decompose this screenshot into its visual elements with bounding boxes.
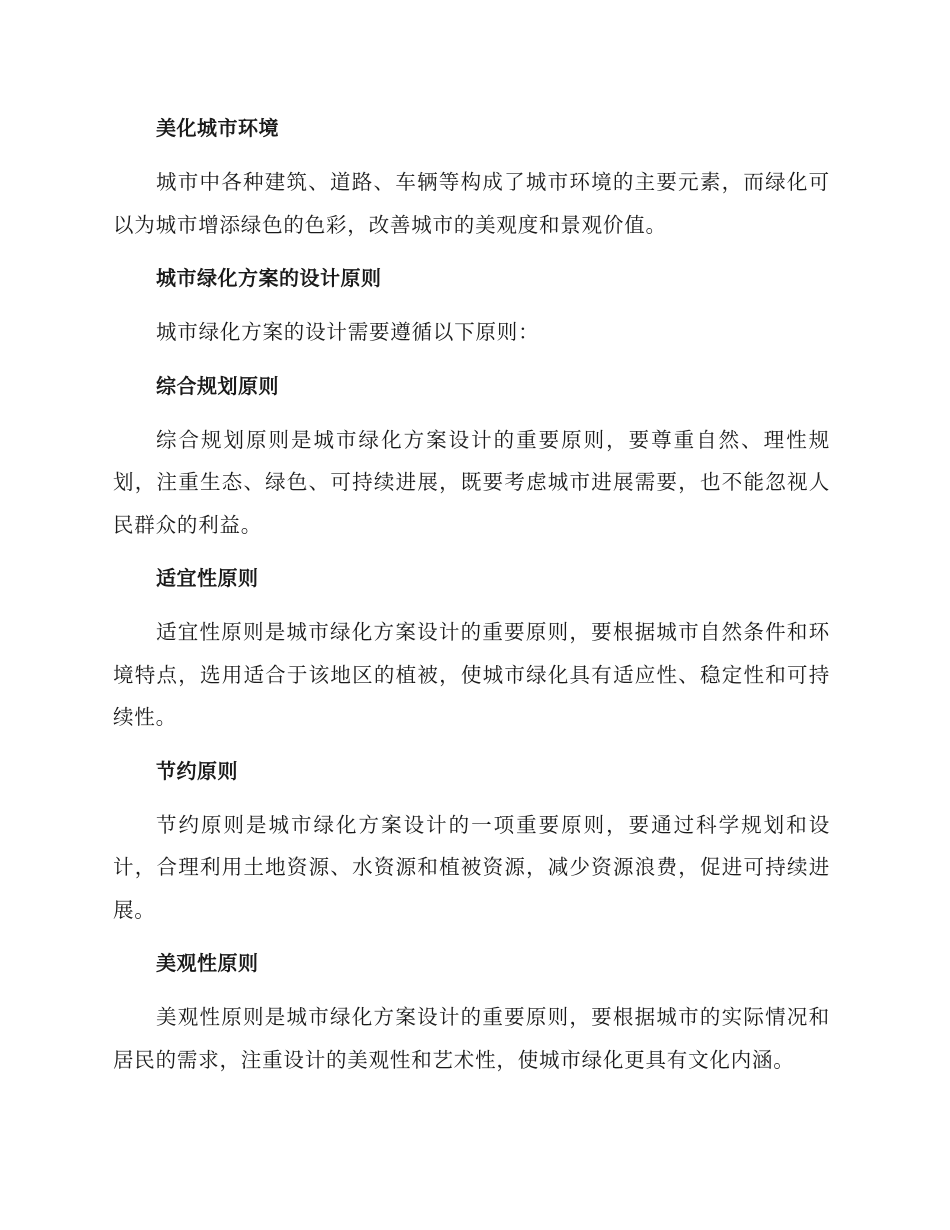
section-paragraph: 城市绿化方案的设计需要遵循以下原则： <box>156 320 540 344</box>
section-paragraph: 节约原则是城市绿化方案设计的一项重要原则，要通过科学规划和设计，合理利用土地资源、水资源和植被资源，减少资源浪费，促进可持续进展。 <box>113 812 830 922</box>
section-heading: 节约原则 <box>156 758 238 783</box>
section-paragraph: 综合规划原则是城市绿化方案设计的重要原则，要尊重自然、理性规划，注重生态、绿色、可持续进展，既要考虑城市进展需要，也不能忽视人民群众的利益。 <box>113 427 830 537</box>
section-heading: 美化城市环境 <box>156 116 279 140</box>
section-heading: 美观性原则 <box>156 951 259 975</box>
section-paragraph: 城市中各种建筑、道路、车辆等构成了城市环境的主要元素，而绿化可以为城市增添绿色的色彩，改善城市的美观度和景观价值。 <box>113 170 830 237</box>
section-heading: 适宜性原则 <box>156 566 259 590</box>
section-heading: 城市绿化方案的设计原则 <box>156 266 382 290</box>
section-paragraph: 美观性原则是城市绿化方案设计的重要原则，要根据城市的实际情况和居民的需求，注重设计的美观性和艺术性，使城市绿化更具有文化内涵。 <box>113 1005 830 1072</box>
section-paragraph: 适宜性原则是城市绿化方案设计的重要原则，要根据城市自然条件和环境特点，选用适合于该地区的植被，使城市绿化具有适应性、稳定性和可持续性。 <box>113 620 830 729</box>
document-body <box>113 108 830 1081</box>
section-heading: 综合规划原则 <box>156 373 279 398</box>
